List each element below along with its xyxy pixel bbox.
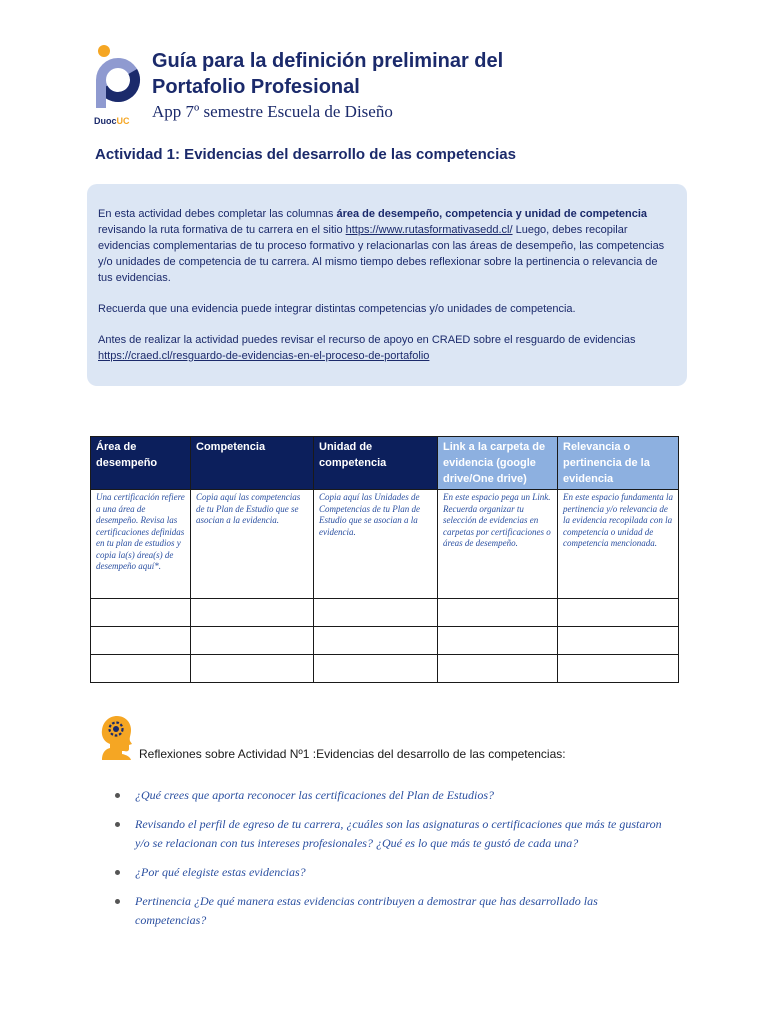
logo-wordmark: DuocUC: [94, 116, 130, 126]
table-cell[interactable]: [91, 627, 191, 655]
header-unidad-competencia: Unidad de competencia: [314, 437, 438, 490]
document-subtitle: App 7º semestre Escuela de Diseño: [152, 102, 393, 121]
guide-cell-relevancia: En este espacio fundamenta la pertinencia y/o relevancia de la evidencia recopilada con la competencia o unidad de competencia mencionada.: [558, 490, 679, 599]
instructions-box: [87, 184, 687, 386]
title-block: [152, 48, 503, 122]
guide-cell-area: Una certificación refiere a una área de desempeño. Revisa las certificaciones definidas en tu plan de estudios y copia la(s) área(s) de desempeño aquí*.: [91, 490, 191, 599]
table-cell[interactable]: [438, 655, 558, 683]
instructions-paragraph-3: Antes de realizar la actividad puedes revisar el recurso de apoyo en CRAED sobre el resguardo de evidencias https://craed.cl/resguardo-de-evidencias-en-el-proceso-de-portafolio: [98, 334, 636, 362]
rutas-formativas-link[interactable]: https://www.rutasformativasedd.cl/: [345, 224, 513, 236]
list-item: Revisando el perfil de egreso de tu carrera, ¿cuáles son las asignaturas o certificaciones que más te gustaron y/o se relacionan con tus intereses profesionales? ¿Qué es lo que más te gustó de cada una?: [108, 815, 668, 853]
guide-cell-competencia: Copia aquí las competencias de tu Plan de Estudio que se asocian a la evidencia.: [191, 490, 314, 599]
document-title-line-1: Guía para la definición preliminar del: [152, 50, 504, 72]
table-cell[interactable]: [91, 599, 191, 627]
head-gear-icon: [94, 714, 136, 760]
table-cell[interactable]: [438, 599, 558, 627]
list-item: ¿Qué crees que aporta reconocer las certificaciones del Plan de Estudios?: [108, 786, 668, 805]
reflection-title: Reflexiones sobre Actividad Nº1 :Evidencias del desarrollo de las competencias:: [139, 747, 566, 761]
header-relevancia: Relevancia o pertinencia de la evidencia: [558, 437, 679, 490]
table-cell[interactable]: [314, 655, 438, 683]
table-cell[interactable]: [314, 627, 438, 655]
duocuc-logo-icon: [92, 44, 142, 116]
document-header: [92, 44, 732, 134]
table-cell[interactable]: [558, 627, 679, 655]
table-cell[interactable]: [314, 599, 438, 627]
table-cell[interactable]: [191, 599, 314, 627]
activity-title: Actividad 1: Evidencias del desarrollo de las competencias: [95, 146, 516, 163]
table-cell[interactable]: [191, 655, 314, 683]
document-title-line-2: Portafolio Profesional: [152, 76, 360, 98]
evidence-table: [90, 436, 679, 683]
table-guide-row: [91, 490, 679, 599]
table-row: [91, 655, 679, 683]
table-row: [91, 627, 679, 655]
list-item: ¿Por qué elegiste estas evidencias?: [108, 863, 668, 882]
table-cell[interactable]: [438, 627, 558, 655]
list-item: Pertinencia ¿De qué manera estas evidencias contribuyen a demostrar que has desarrollado las competencias?: [108, 892, 668, 930]
table-cell[interactable]: [558, 655, 679, 683]
guide-cell-link: En este espacio pega un Link. Recuerda organizar tu selección de evidencias en carpetas por certificaciones o áreas de desempeño.: [438, 490, 558, 599]
header-link-carpeta: Link a la carpeta de evidencia (google drive/One drive): [438, 437, 558, 490]
table-header-row: [91, 437, 679, 490]
table-cell[interactable]: [558, 599, 679, 627]
table-cell[interactable]: [191, 627, 314, 655]
duocuc-logo: [92, 44, 142, 132]
craed-resource-link[interactable]: https://craed.cl/resguardo-de-evidencias-en-el-proceso-de-portafolio: [98, 350, 430, 362]
table-cell[interactable]: [91, 655, 191, 683]
reflection-questions-list: [108, 786, 668, 940]
instructions-paragraph-2: Recuerda que una evidencia puede integrar distintas competencias y/o unidades de competencia.: [98, 303, 576, 315]
guide-cell-unidad: Copia aquí las Unidades de Competencias de tu Plan de Estudio que se asocian a la evidencia.: [314, 490, 438, 599]
table-row: [91, 599, 679, 627]
header-competencia: Competencia: [191, 437, 314, 490]
header-area-desempeno: Área de desempeño: [91, 437, 191, 490]
instructions-paragraph-1: En esta actividad debes completar las columnas área de desempeño, competencia y unidad de competencia revisando la ruta formativa de tu carrera en el sitio https://www.rutasformativasedd.cl/ Luego, debes recopilar evidencias complementarias de tu proceso formativo y relacionarlas con las áreas de desempeño, las competencias y/o unidades de competencia de tu carrera. Al mismo tiempo debes reflexionar sobre la pertinencia o relevancia de tus evidencias.: [98, 208, 665, 284]
